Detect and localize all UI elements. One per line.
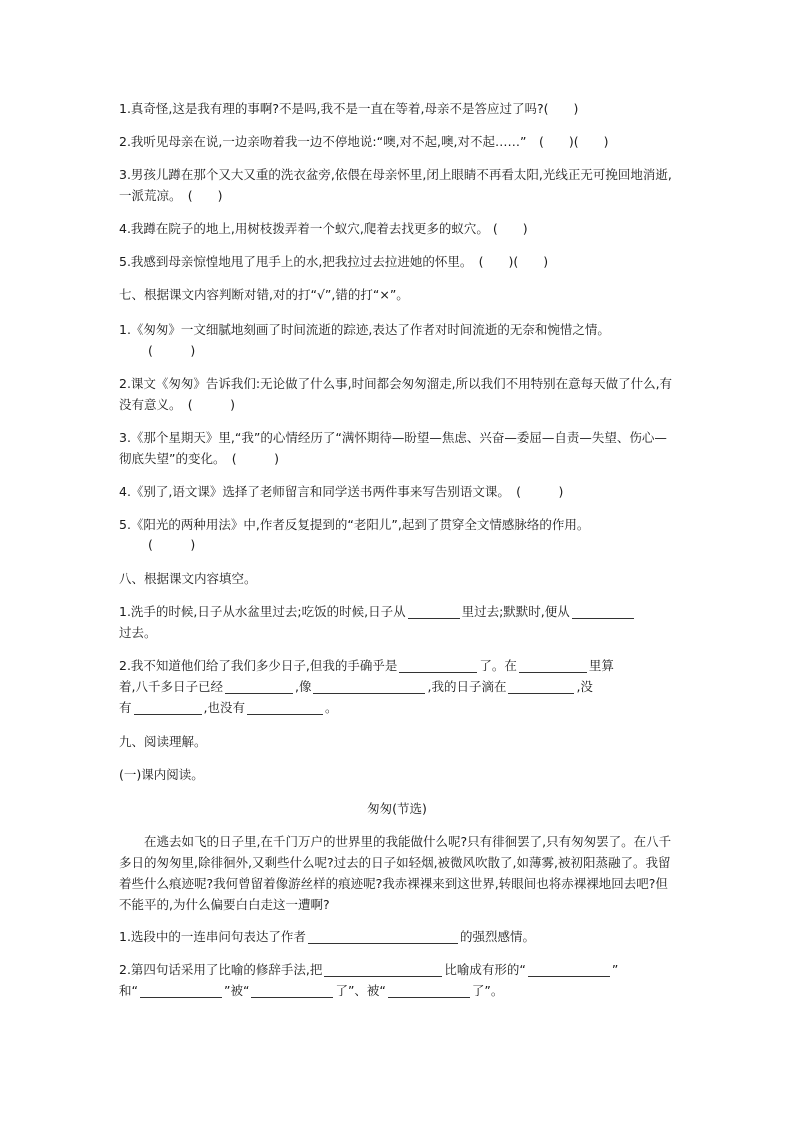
s8-q1-text-b: 里过去;默默时,便从: [461, 604, 570, 619]
s7-item-5: 5.《阳光的两种用法》中,作者反复提到的“老阳儿”,起到了贯穿全文情感脉络的作用。: [119, 517, 590, 532]
s8-q2-text-a: 2.我不知道他们给了我们多少日子,但我的手确乎是: [119, 658, 398, 673]
s9-q2-text-f: 了”、被“: [335, 983, 386, 998]
passage-title: 匆匆(节选): [367, 801, 427, 816]
s8-q2-text-f: ,我的日子滴在: [427, 679, 507, 694]
s9-q2-text-g: 了”。: [471, 983, 504, 998]
s8-q2-blank-7[interactable]: [247, 700, 323, 715]
s9-q2-line2: [119, 980, 679, 1001]
s8-heading: 八、根据课文内容填空。: [119, 571, 257, 586]
s8-q2-line3: [119, 697, 679, 718]
s8-q2-text-g: ,没: [576, 679, 593, 694]
s8-q2-blank-5[interactable]: [508, 679, 574, 694]
s8-q2-text-b: 了。在: [479, 658, 517, 673]
s6-item-4: 4.我蹲在院子的地上,用树枝拨弄着一个蚁穴,爬着去找更多的蚁穴。 ( ): [119, 221, 528, 236]
s9-q1-text-a: 1.选段中的一连串问句表达了作者: [119, 929, 306, 944]
s9-q2-text-e: ”被“: [223, 983, 250, 998]
s8-q2-text-c: 里算: [588, 658, 614, 673]
s8-q1-blank-1[interactable]: [408, 604, 460, 619]
s8-q1-line2: 过去。: [119, 625, 157, 640]
s8-q2-blank-3[interactable]: [225, 679, 293, 694]
s9-q1-text-b: 的强烈感情。: [459, 929, 535, 944]
s9-q1: [119, 926, 679, 947]
s9-q2-line1: [119, 959, 679, 980]
s9-heading: 九、阅读理解。: [119, 734, 207, 749]
s9-q2-blank-1[interactable]: [324, 962, 442, 977]
s9-q2-blank-3[interactable]: [140, 983, 222, 998]
s9-q2-blank-4[interactable]: [251, 983, 333, 998]
s8-q2-blank-6[interactable]: [134, 700, 202, 715]
s9-q2-text-d: 和“: [119, 983, 138, 998]
s9-q1-blank[interactable]: [308, 929, 458, 944]
s7-item-1-paren: ( ): [148, 343, 196, 358]
s7-item-5-paren: ( ): [148, 537, 196, 552]
s9-q2-text-a: 2.第四句话采用了比喻的修辞手法,把: [119, 962, 323, 977]
s9-subheading: (一)课内阅读。: [119, 767, 204, 782]
s6-item-2: 2.我听见母亲在说,一边亲吻着我一边不停地说:“噢,对不起,噢,对不起……” ( )( ): [119, 134, 609, 149]
s7-heading: 七、根据课文内容判断对错,对的打“√”,错的打“×”。: [119, 287, 409, 302]
s8-q2-text-e: ,像: [294, 679, 312, 694]
s8-q1-line1: [119, 601, 679, 622]
s8-q1-text-a: 1.洗手的时候,日子从水盆里过去;吃饭的时候,日子从: [119, 604, 406, 619]
s8-q2-text-i: ,也没有: [203, 700, 245, 715]
s8-q2-text-j: 。: [325, 700, 338, 715]
s8-q2-blank-2[interactable]: [519, 658, 587, 673]
s8-q2-blank-4[interactable]: [313, 679, 425, 694]
s9-q2-blank-5[interactable]: [388, 983, 470, 998]
s7-item-4: 4.《别了,语文课》选择了老师留言和同学送书两件事来写告别语文课。 ( ): [119, 484, 564, 499]
s9-q2-text-b: 比喻成有形的“: [444, 962, 526, 977]
s7-item-2: 2.课文《匆匆》告诉我们:无论做了什么事,时间都会匆匆溜走,所以我们不用特别在意每天做了什么,有没有意义。 ( ): [119, 376, 673, 412]
s8-q1-blank-2[interactable]: [572, 604, 634, 619]
s6-item-1: 1.真奇怪,这是我有理的事啊?不是吗,我不是一直在等着,母亲不是答应过了吗?( ): [119, 101, 579, 116]
s6-item-3: 3.男孩儿蹲在那个又大又重的洗衣盆旁,依偎在母亲怀里,闭上眼睛不再看太阳,光线正无可挽回地消逝,一派荒凉。 ( ): [119, 167, 672, 203]
s9-q2-blank-2[interactable]: [528, 962, 610, 977]
s7-item-3: 3.《那个星期天》里,“我”的心情经历了“满怀期待—盼望—焦虑、兴奋—委屈—自责—失望、伤心—彻底失望”的变化。 ( ): [119, 430, 667, 466]
s8-q2-blank-1[interactable]: [399, 658, 477, 673]
s8-q2-text-h: 有: [119, 700, 132, 715]
s9-q2-text-c: ”: [611, 962, 619, 977]
s6-item-5: 5.我感到母亲惊惶地甩了甩手上的水,把我拉过去拉进她的怀里。 ( )( ): [119, 254, 549, 269]
s8-q2-line2: [119, 676, 679, 697]
s8-q2-line1: [119, 655, 679, 676]
s8-q2-text-d: 着,八千多日子已经: [119, 679, 223, 694]
passage-body: 在逃去如飞的日子里,在千门万户的世界里的我能做什么呢?只有徘徊罢了,只有匆匆罢了。在八千多日的匆匆里,除徘徊外,又剩些什么呢?过去的日子如轻烟,被微风吹散了,如薄雾,被初阳蒸融了。我留着些什么痕迹呢?我何曾留着像游丝样的痕迹呢?我赤裸裸来到这世界,转眼间也将赤裸裸地回去吧?但不能平的,为什么偏要白白走这一遭啊?: [119, 834, 672, 912]
s7-item-1: 1.《匆匆》一文细腻地刻画了时间流逝的踪迹,表达了作者对时间流逝的无奈和惋惜之情。: [119, 322, 610, 337]
